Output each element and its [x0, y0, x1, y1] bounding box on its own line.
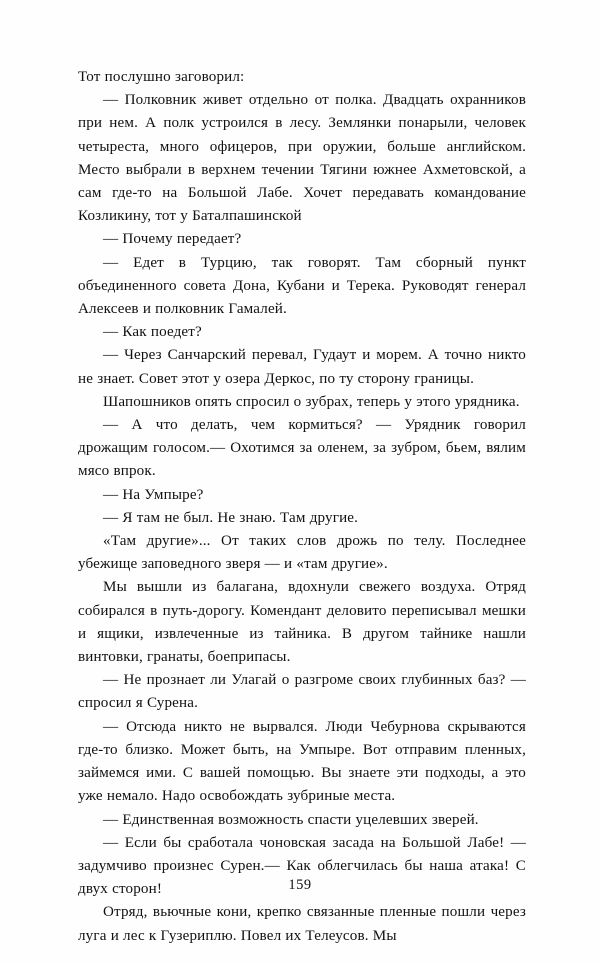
paragraph: — Как поедет?: [103, 324, 202, 341]
paragraph: — На Умпыре?: [103, 486, 204, 503]
paragraph: Тот послушно заговорил:: [78, 69, 245, 85]
page-body-text: [78, 66, 526, 948]
paragraph: — Отсюда никто не вырвался. Люди Чебурнова скрываются где-то близко. Может быть, на Умпыре. Вот отправим пленных, займемся ими. С вашей помощью. Вы знаете эти подходы, а это уже немало. Надо освобождать зубриные места.: [78, 718, 526, 805]
paragraph: Шапошников опять спросил о зубрах, теперь у этого урядника.: [103, 393, 520, 410]
paragraph: Мы вышли из балагана, вдохнули свежего воздуха. Отряд собирался в путь-дорогу. Комендант деловито переписывал мешки и ящики, извлеченные из тайника. В другом тайнике нашли винтовки, гранаты, боеприпасы.: [78, 579, 526, 666]
paragraph: — Почему передает?: [103, 231, 242, 248]
paragraph: — Полковник живет отдельно от полка. Двадцать охранников при нем. А полк устроился в лесу. Землянки понарыли, человек четыреста, много офицеров, при оружии, больше английском. Место выбрали в верхнем течении Тягини южнее Ахметовской, а сам где-то на Большой Лабе. Хочет передавать командование Козликину, тот у Баталпашинской: [78, 92, 526, 225]
paragraph: — Если бы сработала чоновская засада на Большой Лабе! — задумчиво произнес Сурен.— Как облегчилась бы наша атака! С двух сторон!: [78, 834, 526, 898]
paragraph: Отряд, вьючные кони, крепко связанные пленные пошли через луга и лес к Гузериплю. Повел их Телеусов. Мы: [78, 904, 526, 944]
paragraph: — Единственная возможность спасти уцелевших зверей.: [103, 811, 479, 828]
paragraph: — Я там не был. Не знаю. Там другие.: [103, 509, 359, 526]
paragraph: — Не прознает ли Улагай о разгроме своих глубинных баз? — спросил я Сурена.: [78, 672, 526, 712]
paragraph: — Едет в Турцию, так говорят. Там сборный пункт объединенного совета Дона, Кубани и Терека. Руководят генерал Алексеев и полковник Гамалей.: [78, 254, 526, 318]
paragraph: «Там другие»... От таких слов дрожь по телу. Последнее убежище заповедного зверя — и «там другие».: [78, 533, 526, 573]
paragraph: — Через Санчарский перевал, Гудаут и морем. А точно никто не знает. Совет этот у озера Деркос, по ту сторону границы.: [78, 347, 526, 387]
paragraph: — А что делать, чем кормиться? — Урядник говорил дрожащим голосом.— Охотимся за оленем, за зубром, бьем, вялим мясо впрок.: [78, 417, 526, 480]
page-number: 159: [288, 877, 312, 893]
